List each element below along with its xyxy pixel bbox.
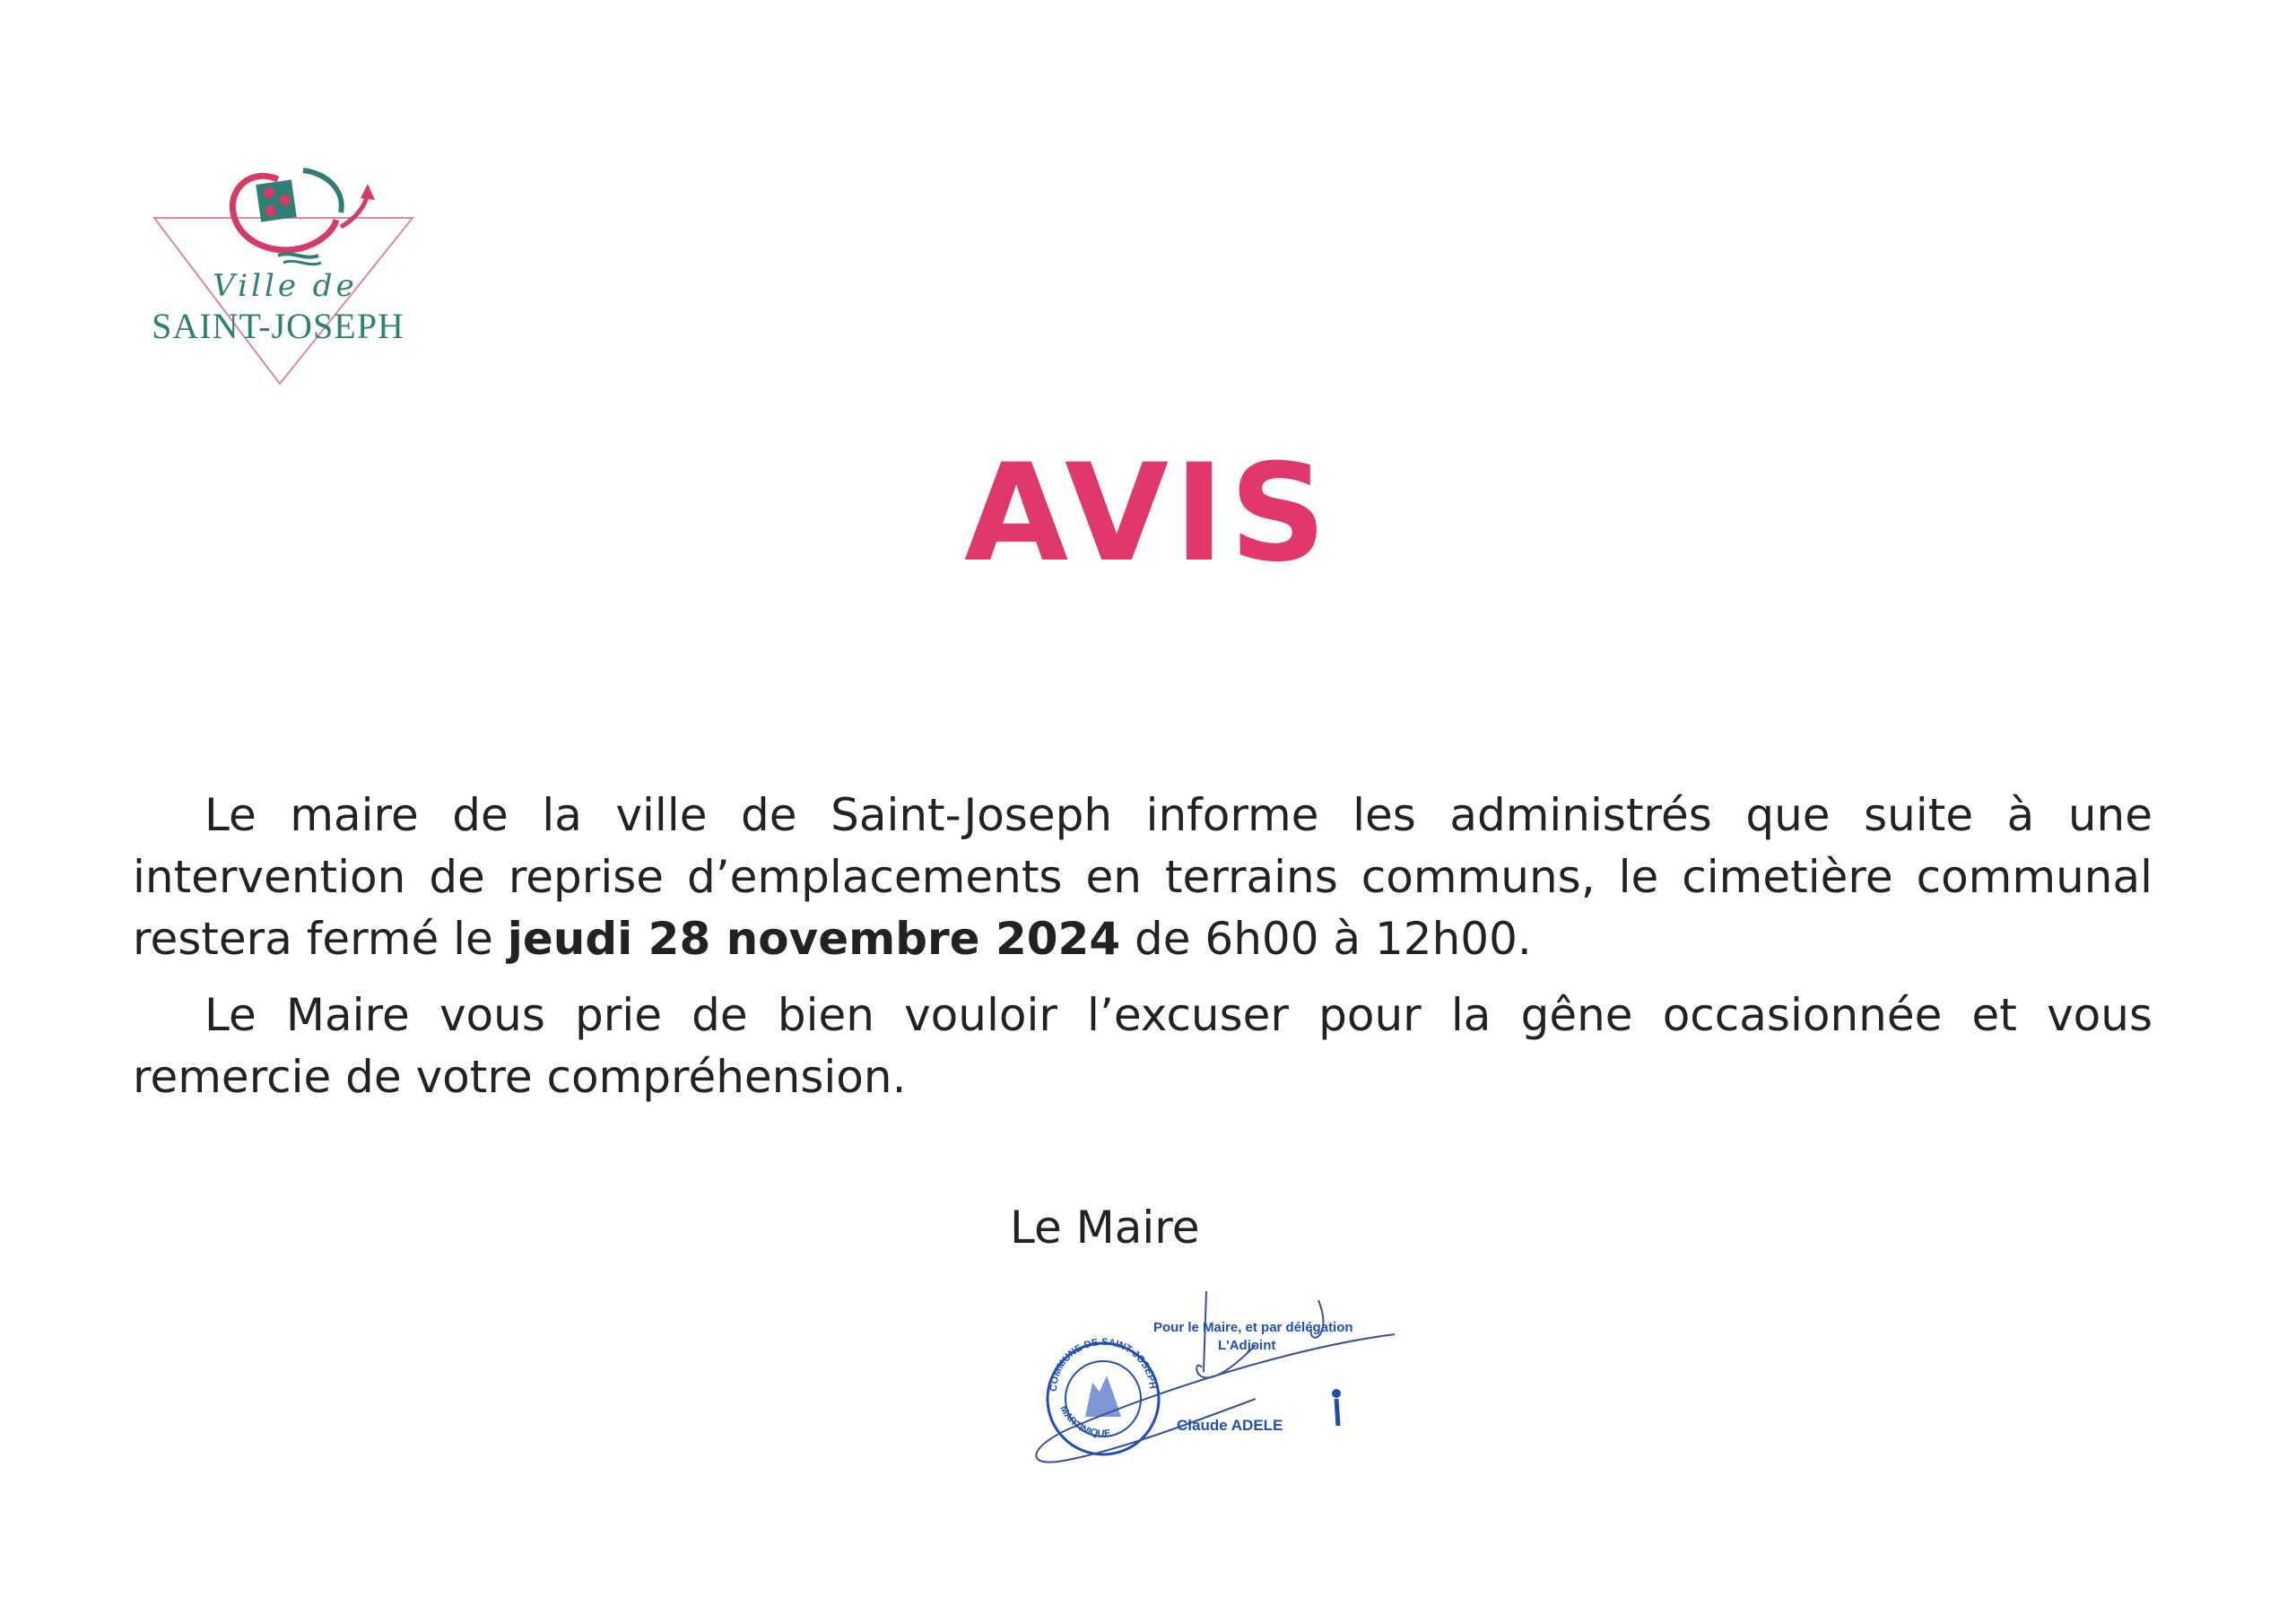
- paragraph-1-text-end: de 6h00 à 12h00.: [1120, 913, 1532, 965]
- notice-paragraph-2: Le Maire vous prie de bien vouloir l’excuser pour la gêne occasionnée et vous remercie de votre compréhension.: [133, 989, 2152, 1103]
- stamp-delegation-line: Pour le Maire, et par délégation: [1153, 1320, 1353, 1335]
- seal-top-text: COMMUNE DE SAINT-JOSEPH: [1048, 1336, 1159, 1393]
- notice-paragraph-1: [133, 785, 2152, 970]
- seal-bottom-text: MARTINIQUE: [1057, 1403, 1111, 1440]
- notice-title: AVIS: [964, 436, 1332, 592]
- official-seal-icon: [987, 1282, 1417, 1506]
- notice-body: [133, 785, 2152, 1123]
- logo-script-text: Ville de: [213, 268, 358, 304]
- paragraph-1-text-start: Le maire de la ville de Saint-Joseph informe les administrés que suite à une intervention de reprise d’emplacements en terrains communs, le cimetière communal restera fermé le: [133, 789, 2152, 965]
- city-logo: [144, 157, 430, 390]
- stamp-role-line: L'Adjoint: [1218, 1338, 1276, 1353]
- stamp-signatory-name: Claude ADELE: [1177, 1417, 1283, 1434]
- closure-date: jeudi 28 novembre 2024: [507, 913, 1121, 965]
- logo-city-name: SAINT-JOSEPH: [152, 306, 404, 346]
- signature-stamp-block: [987, 1282, 1417, 1506]
- signer-title: Le Maire: [1010, 1202, 1200, 1254]
